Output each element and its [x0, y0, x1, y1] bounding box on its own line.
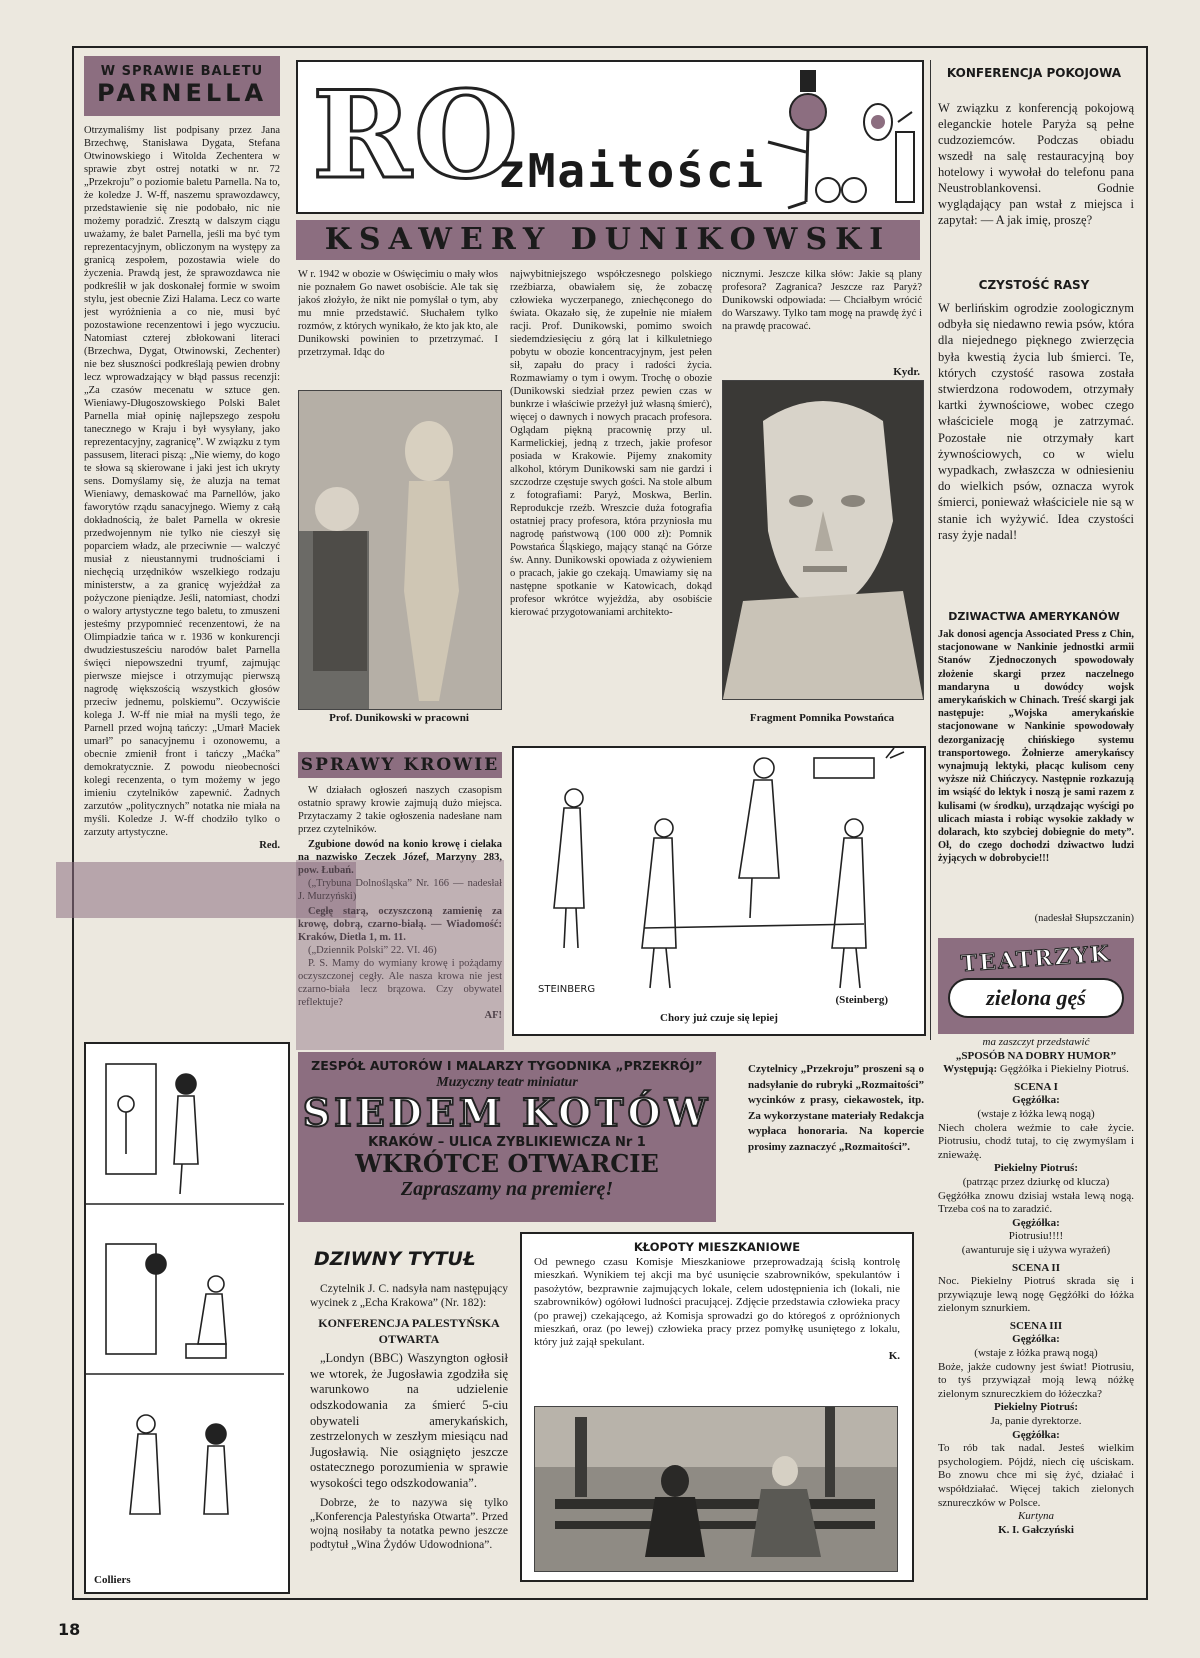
dunikowski-col1-text: W r. 1942 w obozie w Oświęcimiu o mały włos nie poznałem Go nawet osobiście. Ale tak się jakoś złożyło, że nikt nie pomyślał o tym, aby mu mnie przedstawić. Słuchałem tylko rozmów, z których wynikało, że kto jak kto, ale Dunikowski powinien to przetrzymać. I przetrzymał. Idąc do [298, 269, 498, 358]
teatrzyk-cast [938, 1063, 1134, 1077]
steinberg-signature: STEINBERG [538, 984, 596, 995]
klopoty-sign: K. [888, 1349, 900, 1362]
baletu-body-text: Otrzymaliśmy list podpisany przez Jana Brzechwę, Stanisława Dygata, Stefana Otwinowskiego i Witolda Zechentera w sprawie zbyt ostrej notatki w nr. 72 „Przekroju” o poziomie baletu Parnella. Na to, że koledze J. W-ff, naszemu sprawozdawcy, przedstawienie się nie podobało, nic nie możemy poradzić. Zresztą w dalszym ciągu uważamy, że balet Parnella, jeśli ma być tym reprezentacyjnym, obliczonym na występy za granicą zespołem, pozostawia wiele do życzenia. Prawdą jest, że sprawozdawca nie podkreślił w jak doskonałej formie w swoim stylu, jest obecnie Zizi Halama. Lecz co warte jest wyróżnienia a co nie, musi być pozostawione recenzentowi i jego wyczuciu. Natomiast czterej zbłokowani literaci (Brzechwa, Dygat, Otwinowski, Zechenter) nie bez słuszności podkreślają pewien drobny lecz wprowadzający w błąd passus recenzji: „Za czasów mecenatu w sztuce gen. Wieniawy-Długoszowskiego Polski Balet Parnella miał opinię najlepszego zespołu tanecznego w Kraju i był wysyłany, jako reprezentacyjny, zagranicę”. W związku z tym passusem, literaci piszą: „Nie wiemy, do kogo te słowa są skierowane i jaki jest ich ukryty sens. Domyślamy się, że aluzja na temat Wieniawy, demaskować ma Parnellów, jako faworytów rządu sanacyjnego. Wiemy z całą dokładnością, że balet Parnella w okresie przedwojennym nie tylko nie cieszył się poparciem władz, ale przeciwnie — walczyć musiał z nieustannymi trudnościami i niechęcią urzędników wszelkiego rodzaju ministerstw, a za granicę wyjeżdżał za pożyczone pieniądze. Jeśli, natomiast, chodzi o walory artystyczne tego baletu, to zmuszeni jesteśmy przypomnieć recenzentowi, że na Olimpiadzie tańca w r. 1936 w konkurencji dwudziestusześciu narodów balet Parnella święci niepowszedni tryumf, zajmując pierwsze miejsce i otrzymując pierwszą nagrodę większością wszystkich głosów przeciw jednemu, polskiemu”. Oczywiście kolega J. W-ff nie miał na myśli tego, że Parnell przed wojną tańczy: „Umarł Maciek umarł” po sanacyjnemu i ozonowemu, a obecnie zmienił front i tańczy „Maćka” demokratycznie. Z powodu nieobecności kolegi recenzenta, o tym możemy w jego imieniu czytelników zapewnić. Żadnych zarzutów „politycznych” notatka nie miała na myśli. Koledze J. W-ff chodziło tylko o zarzuty artystyczne. [84, 125, 280, 838]
dunikowski-caption2: Fragment Pomnika Powstańca [749, 712, 895, 724]
teatrzyk-title1: TEATRZYK [959, 940, 1112, 978]
colliers-credit: Colliers [94, 1574, 131, 1586]
logo-rest: zMaitości [498, 144, 766, 198]
krowie-ps: P. S. Mamy do wymiany krowę i pożądamy oczyszczonej cegły. Ale nasza krowa nie jest czarno-biała lecz brązowa. Czy obywatel reflektuje? [298, 958, 502, 1008]
teatrzyk-author: K. I. Gałczyński [998, 1523, 1074, 1536]
czystosc-body: W berlińskim ogrodzie zoologicznym odbyła się niedawno rewia psów, która dla niejednego pięknego zwierzęcia była kwestią życia lub śmierci. Te, których czystość rasowa została stwierdzona rodowodem, otrzymały kartki żywnościowe, wobec czego właściciele mogą je zatrzymać. Pozostałe nie otrzymały kart żywnościowych, co w wielu wypadkach, zwłaszcza w odniesieniu do wielkich psów, oznacza wyrok śmierci, ponieważ właściciele nie są w stanie ich wyżywić. Idea czystości rasy żyje nadal! [938, 301, 1134, 542]
teatrzyk-s1-speaker3: Gęgżółka: [1012, 1216, 1060, 1229]
teatrzyk-curtain: Kurtyna [1017, 1510, 1055, 1523]
klopoty-title: KŁOPOTY MIESZKANIOWE [633, 1240, 801, 1254]
czystosc-title: CZYSTOŚĆ RASY [978, 278, 1090, 292]
klopoty-body: Od pewnego czasu Komisje Mieszkaniowe przeprowadzają ścisłą kontrolę mieszkań. Wynikiem tej akcji ma być usunięcie szabrowników, spekulantów i pasożytów, bezprawnie zajmujących lokale, celem udostępnienia ich (lokali, nie szabrowników) ogółowi ludności pracującej. Zdjęcie przedstawia człowieka pracy (po prawej) czekającego, aż Komisja sprowadzi go do któregoś z opróżnionych mieszkań, oraz (po lewej) człowieka pracy przez pomyłkę usuniętego z lokalu, który już zajął spekulant. [534, 1256, 900, 1349]
dunikowski-col2-text: najwybitniejszego współczesnego polskiego rzeźbiarza, obawiałem się, że zobaczę człowieka wyczerpanego, zniechęconego do świata. Okazało się, że zupełnie nie miałem racji. Prof. Dunikowski, pomimo swoich siedemdziesięciu z górą lat i kilkuletniego pobytu w obozie koncentracyjnym, jest pełen sił, zapału do pracy i radości życia. Rozmawiamy o tym i owym. Trochę o obozie (Dunikowski siedział przez pewien czas w bunkrze i właściwie przeżył już własną śmierć), więcej o dawnych i nowych pracach profesora. Oglądam piękną pracownię przy ul. Karmelickiej, jedną z trzech, jakie profesor posiada w Krakowie. Pijemy znakomity alkohol, którym Dunikowski sam nie gardzi i szczodrze częstuje swych gości. Na stole album z fotografiami: Paryż, Moskwa, Berlin. Reprodukcje rzeźb. Wreszcie duża fotografia ostatniej pracy profesora, która przyniosła mu nagrodę państwową (100 000 zł): Pomnik Powstańca Śląskiego, mający stanąć na Górze św. Anny. Dunikowski opowiada z ożywieniem o pracach, jakie go czekają. Umawiamy się na następne spotkanie w Katowicach, dokąd profesor wkrótce wyjeżdża, aby osobiście kierować przygotowaniami architekto- [510, 269, 712, 618]
dunikowski-sign: Kydr. [893, 366, 920, 378]
baletu-title-line2: PARNELLA [96, 79, 268, 107]
dziwactwa-title: DZIWACTWA AMERYKANÓW [948, 610, 1120, 623]
colliers-cartoon [84, 1042, 290, 1594]
konferencja-body: W związku z konferencją pokojową eleganckie hotele Paryża są pełne cudzoziemców. Podczas obiadu wszedł na salę restauracyjną boy hotelowy i wywołał do telefonu pana Neustroblankovensi. Godnie wyglądający pan wstał z miejsca i zapytał: — A jak imię, proszę? [938, 101, 1134, 227]
dziwny-subtitle: KONFERENCJA PALESTYŃSKA OTWARTA [318, 1316, 500, 1346]
teatrzyk-title2: zielona gęś [948, 978, 1124, 1018]
teatrzyk-scene2: SCENA II [1012, 1261, 1060, 1274]
dunikowski-studio-photo [298, 390, 502, 710]
dunikowski-col2 [510, 268, 712, 720]
klopoty-park-photo [534, 1406, 898, 1572]
steinberg-drawing [514, 748, 920, 998]
siedem-kotow-ad [298, 1052, 716, 1222]
teatrzyk-s1-speaker1: Gęgżółka: [1012, 1094, 1060, 1107]
teatrzyk-s3-dir1: (wstaje z łóżka prawą nogą) [974, 1347, 1098, 1360]
klopoty-box [520, 1232, 914, 1582]
teatrzyk-s3-line1: Boże, jakże cudowny jest świat! Piotrusiu, to tyś przywiązał moją lewą nóżkę zielonym sznureczkiem do łóżeczka? [938, 1360, 1134, 1400]
teatrzyk-intro: ma zaszczyt przedstawić [982, 1036, 1090, 1048]
teatrzyk-play: „SPOSÓB NA DOBRY HUMOR” [955, 1049, 1117, 1062]
czytelnicy-note: Czytelnicy „Przekroju” proszeni są o nadsyłanie do rubryki „Rozmaitości” wycinków z prasy, ciekawostek, itp. Za wykorzystane materiały Redakcja wypłaca honoraria. Na kopercie prosimy zaznaczyć „Rozmaitości”. [748, 1063, 924, 1153]
dziwactwa-body: Jak donosi agencja Associated Press z Chin, stacjonowane w Nankinie jednostki armii Stanów Zjednoczonych spowodowały złożenie skargi przez naczelnego mandaryna u dowódcy wojsk amerykańskich w Chinach. Treść skargi jak następuje: „Wojska amerykańskie stacjonowane w Nankinie spowodowały dezorganizację chińskiego systemu transportowego. Żołnierze amerykańscy wynajmują lektyki, płacąc kulisom ceny wyższe niż Chińczycy. Następnie rozkazują im wsiąść do lektyk i noszą je sami razem z kulisami (w środku), urządzając wyścigi po ulicach miasta i robiąc wysokie zakłady w dolarach, kto szybciej dobiegnie do mety”. Oł, do czego dochodzi dziwactwo ludzi żyjących w dobrobycie!!! [938, 629, 1134, 865]
siedem-line3: SIEDEM KOTÓW [302, 1090, 712, 1135]
dunikowski-col1 [298, 268, 498, 388]
teatrzyk-s3-line3: To rób tak nadal. Jesteś wielkim psychologiem. Pójdź, niech cię uściskam. Bo znowu chce mi się żyć, działać i współdziałać. Więcej takich zielonych sznureczków w Polsce. [938, 1442, 1134, 1509]
teatrzyk-s1-line2: Gęgżółka znowu dzisiaj wstała lewą nogą. Trzeba coś na to zaradzić. [938, 1189, 1134, 1216]
krowie-ad2-source: („Dziennik Polski” 22. VI. 46) [308, 945, 437, 956]
park-photo-drawing [535, 1407, 897, 1571]
rozmaitosci-header [296, 60, 924, 214]
dziwactwa-sign: (nadesłał Słupszczanin) [1034, 913, 1134, 924]
teatrzyk-s1-line1: Niech cholera weźmie to całe życie. Piotrusiu, chodź tutaj, to cię zwymyślam i znieważę. [938, 1121, 1134, 1161]
teatrzyk-s3-line2: Ja, panie dyrektorze. [990, 1415, 1082, 1428]
krowie-ad1: Zgubione dowód na konio krowę i cielaka na nazwisko Zeczek Józef, Marzyny 283, pow. Łubań. [298, 839, 502, 876]
teatrzyk-header [938, 938, 1134, 1034]
teatrzyk-s1-dir1: (wstaje z łóżka lewą nogą) [977, 1107, 1095, 1120]
siedem-line2: Muzyczny teatr miniatur [436, 1075, 578, 1090]
krowie-ad1-source: („Trybuna Dolnośląska” Nr. 166 — nadesłał J. Murzyński) [298, 878, 502, 902]
dziwny-end: Dobrze, że to nazywa się tylko „Konferencja Palestyńska Otwarta”. Przed wojną nosiłaby ta notatka pewno jeszcze podtytuł „Wina Żydów Udowodniona”. [310, 1496, 508, 1551]
dunikowski-col3-text: nicznymi. Jeszcze kilka słów: Jakie są plany profesora? Zagranica? Jeszcze raz Paryż? Dunikowski odpowiada: — Chciałbym wrócić do Warszawy. Tylko tam mogę na prawdę żyć i na prawdę pracować. [722, 269, 922, 332]
pomnik-photo-drawing [723, 381, 923, 699]
krowie-intro: W działach ogłoszeń naszych czasopism ostatnio sprawy krowie zajmują dużo miejsca. Przytaczamy 2 takie ogłoszenia nadesłane nam przez czytelników. [298, 785, 502, 835]
logo-ro: RO [312, 65, 521, 206]
siedem-line1: ZESPÓŁ AUTORÓW I MALARZY TYGODNIKA „PRZEKRÓJ” [311, 1058, 703, 1073]
steinberg-cartoon [512, 746, 926, 1036]
siedem-line6: Zapraszamy na premierę! [400, 1178, 614, 1200]
teatrzyk-s2-text: Noc. Piekielny Piotruś skrada się i przywiązuje lewą nogę Gęgżółki do łóżka zielonym sznurkiem. [938, 1275, 1134, 1315]
header-figures-illustration [728, 62, 918, 210]
steinberg-credit: (Steinberg) [835, 994, 888, 1006]
teatrzyk-scene3: SCENA III [1009, 1319, 1063, 1332]
siedem-line4: KRAKÓW – ULICA ZYBLIKIEWICZA Nr 1 [368, 1135, 646, 1150]
krowie-sign: AF! [484, 1010, 502, 1021]
baletu-title-line1: W SPRAWIE BALETU [100, 64, 264, 79]
teatrzyk-s1-dir2: (patrząc przez dziurkę od klucza) [962, 1175, 1110, 1188]
teatrzyk-s1-dir3: (awanturuje się i używa wyrażeń) [961, 1243, 1111, 1256]
krowie-ad2: Cegłę starą, oczyszczoną zamienię za krowę, dobrą, czarno-białą. — Wiadomość: Kraków, Dietla 1, m. 11. [298, 906, 502, 943]
teatrzyk-s3-speaker3: Gęgżółka: [1012, 1428, 1060, 1441]
teatrzyk-s3-speaker2: Piekielny Piotruś: [993, 1401, 1079, 1414]
konferencja-title: KONFERENCJA POKOJOWA [946, 66, 1122, 80]
dziwny-title: DZIWNY TYTUŁ [314, 1248, 476, 1270]
krowie-title: SPRAWY KROWIE [300, 755, 500, 775]
steinberg-caption: Chory już czuje się lepiej [660, 1012, 778, 1024]
krowie-title-box [298, 752, 502, 778]
teatrzyk-cast-names: Gęgżółka i Piekielny Piotruś. [999, 1063, 1129, 1076]
dunikowski-banner-text: KSAWERY DUNIKOWSKI [324, 222, 892, 257]
dziwny-quote: „Londyn (BBC) Waszyngton ogłosił we wtorek, że Jugosławia zgodziła się warunkowo na udzielenie odszkodowania za śmierć 5-ciu obywateli amerykańskich, zestrzelonych w zeszłym miesiącu nad Jugosławią. Nie osiągnięto jeszcze ostatecznego porozumienia w sprawie wysokości tego odszkodowania”. [310, 1351, 508, 1490]
teatrzyk-body [938, 1036, 1134, 1590]
baletu-sign: Red. [259, 840, 280, 851]
pomnik-photo [722, 380, 924, 700]
dziwny-body [310, 1282, 508, 1592]
teatrzyk-s1-line3: Piotrusiu!!!! [1008, 1230, 1064, 1243]
page-number: 18 [58, 1620, 81, 1639]
right-column-rule [930, 60, 931, 1040]
dunikowski-col3 [722, 268, 922, 378]
krowie-highlight-band [296, 860, 504, 1050]
colliers-drawing [86, 1044, 284, 1564]
teatrzyk-cast-label: Występują: [943, 1063, 998, 1076]
dziwny-intro: Czytelnik J. C. nadsyła nam następujący wycinek z „Echa Krakowa” (Nr. 182): [310, 1283, 508, 1309]
siedem-line5: WKRÓTCE OTWARCIE [355, 1149, 659, 1178]
studio-photo-drawing [299, 391, 501, 709]
teatrzyk-s3-speaker1: Gęgżółka: [1012, 1333, 1060, 1346]
teatrzyk-s1-speaker2: Piekielny Piotruś: [993, 1162, 1079, 1175]
dunikowski-banner [296, 220, 920, 260]
teatrzyk-scene1: SCENA I [1014, 1080, 1058, 1093]
baletu-title-box [84, 56, 280, 116]
dunikowski-caption1: Prof. Dunikowski w pracowni [329, 712, 469, 724]
